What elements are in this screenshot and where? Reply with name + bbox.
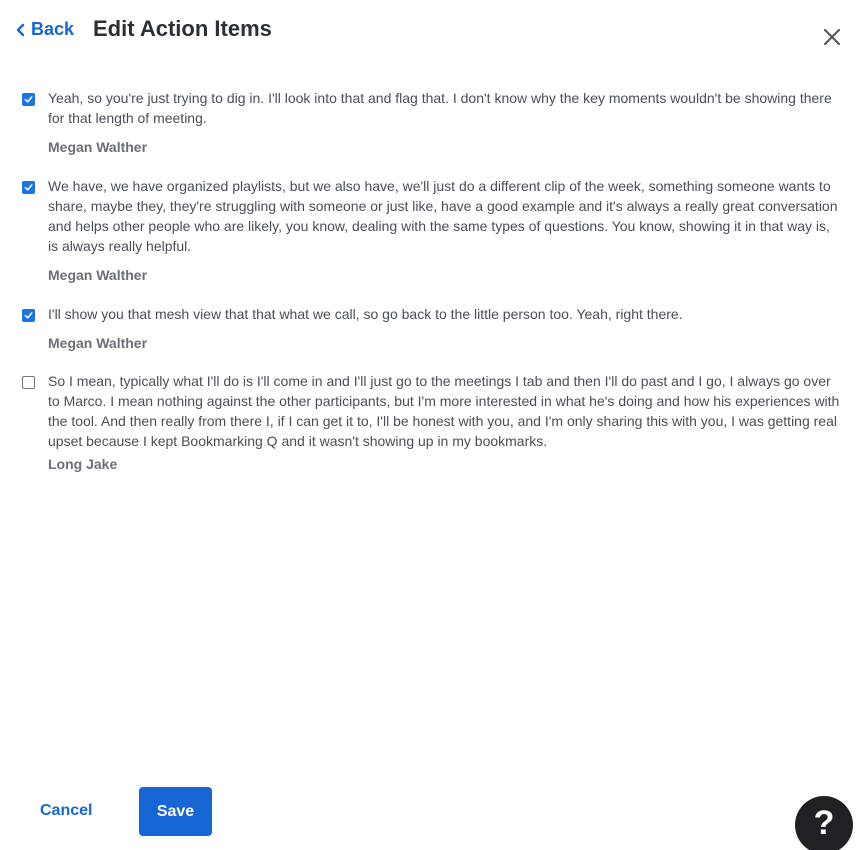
action-item — [0, 88, 860, 176]
page-title: Edit Action Items — [93, 16, 272, 41]
dialog-header — [0, 0, 860, 70]
checkmark-icon — [24, 311, 33, 320]
save-button[interactable]: Save — [139, 787, 212, 836]
back-label: Back — [31, 19, 75, 39]
chevron-left-icon — [15, 23, 27, 37]
action-item-speaker: Megan Walther — [48, 335, 148, 351]
action-item-checkbox[interactable] — [22, 93, 35, 106]
checkmark-icon — [24, 183, 33, 192]
checkmark-icon — [24, 95, 33, 104]
action-item-speaker: Megan Walther — [48, 267, 148, 283]
action-item — [0, 176, 860, 304]
action-item-text: We have, we have organized playlists, but we also have, we'll just do a different clip of the week, something someone wants to share, maybe they, they're struggling with someone or just like, have a good example and it's always a really great conversation and helps other people who are likely, you know, dealing with the same types of questions. You know, showing it in that way is, is always really helpful. — [48, 178, 838, 254]
action-item-checkbox[interactable] — [22, 181, 35, 194]
help-button[interactable]: ? — [795, 796, 853, 850]
action-item — [0, 304, 860, 371]
back-button[interactable] — [15, 19, 74, 40]
action-item-checkbox[interactable] — [22, 376, 35, 389]
action-item-checkbox[interactable] — [22, 309, 35, 322]
close-button[interactable] — [821, 26, 843, 48]
cancel-button[interactable]: Cancel — [40, 802, 93, 819]
action-item-text: So I mean, typically what I'll do is I'll come in and I'll just go to the meetings I tab and then I'll do past and I go, I always go over to Marco. I mean nothing against the other participants, but I'm more interested in what he's doing and how his experiences with the tool. And then really from there I, if I can get it to, I'll be honest with you, and I'm only sharing this with you, I was getting real upset because I kept Bookmarking Q and it wasn't showing up in my bookmarks. — [48, 373, 840, 449]
dialog-footer — [0, 780, 860, 850]
action-item-speaker: Long Jake — [48, 456, 118, 472]
action-item-text: Yeah, so you're just trying to dig in. I'll look into that and flag that. I don't know why the key moments wouldn't be showing there for that length of meeting. — [48, 90, 832, 126]
action-items-list — [0, 88, 860, 481]
action-item-speaker: Megan Walther — [48, 139, 148, 155]
action-item-text: I'll show you that mesh view that that what we call, so go back to the little person too. Yeah, right there. — [48, 306, 683, 322]
close-icon — [821, 26, 843, 48]
action-item — [0, 371, 860, 481]
